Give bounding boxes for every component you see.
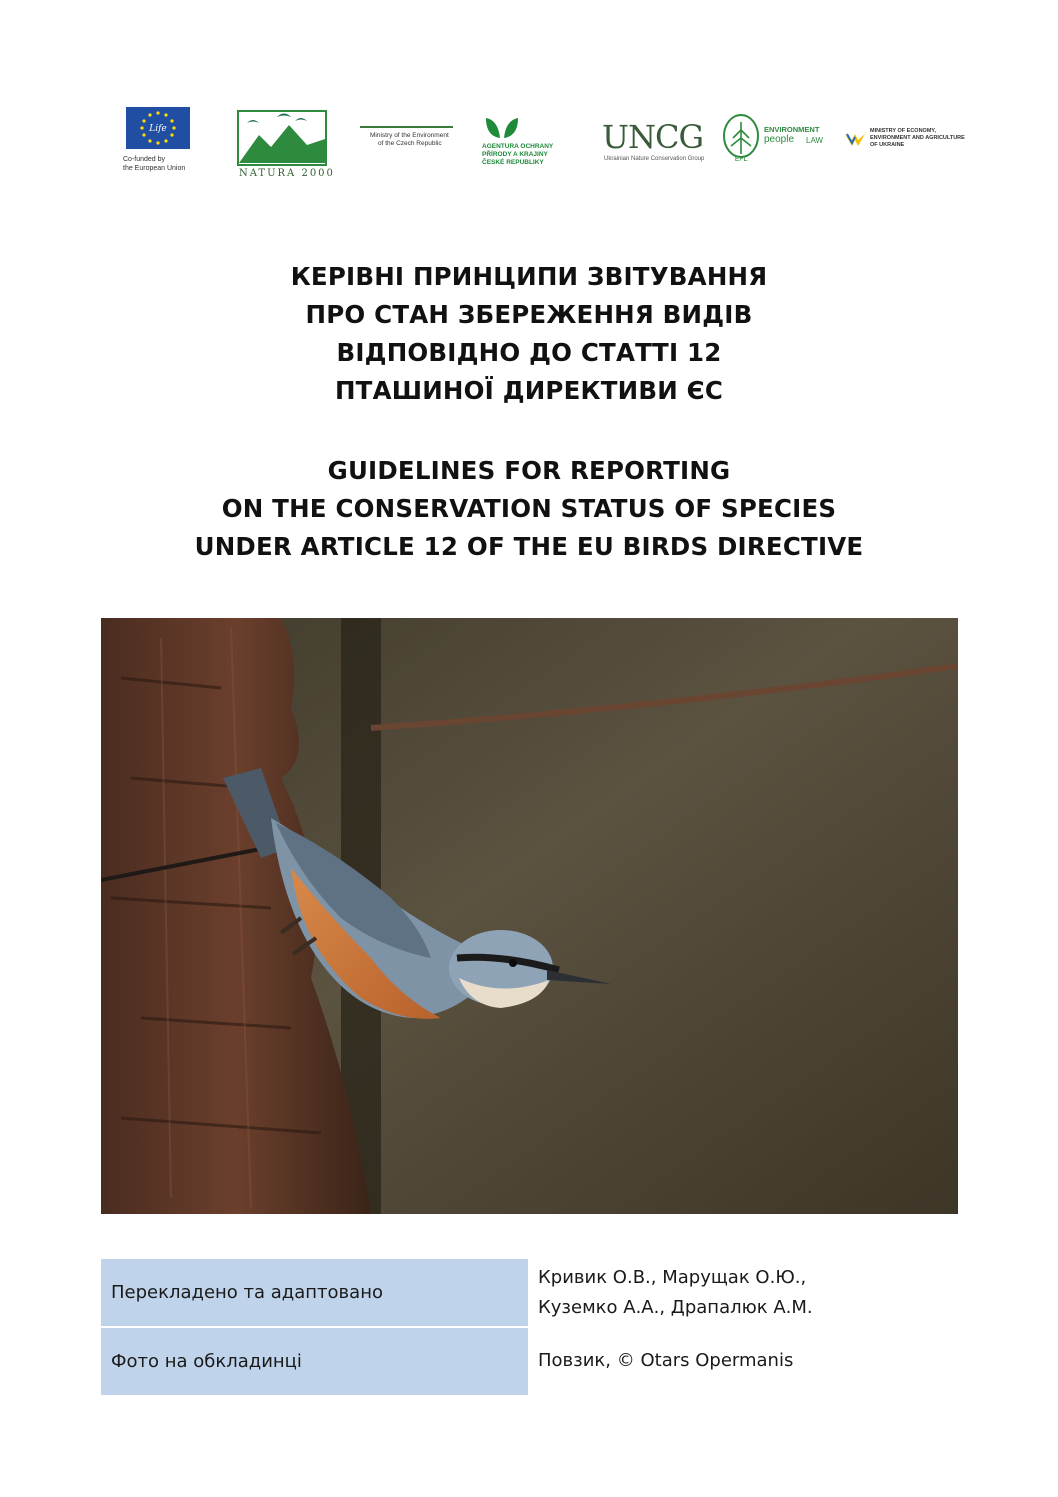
eu-caption-1: Co-funded by bbox=[123, 156, 166, 163]
credits-row-translation bbox=[101, 1259, 958, 1327]
agency-line-1: AGENTURA OCHRANY bbox=[482, 143, 554, 150]
czech-ministry-line-2: of the Czech Republic bbox=[378, 140, 442, 147]
title-en-line-2: ON THE CONSERVATION STATUS OF SPECIES bbox=[221, 494, 837, 523]
credits-table bbox=[101, 1259, 958, 1395]
credit-value-line-1: Кривик О.В., Марущак О.Ю., bbox=[538, 1267, 807, 1288]
credit-value bbox=[528, 1327, 958, 1395]
credit-value-line-2: Куземко А.А., Драпалюк А.М. bbox=[538, 1297, 813, 1318]
title-en-line-3: UNDER ARTICLE 12 OF THE EU BIRDS DIRECTIVE bbox=[194, 532, 864, 561]
epl-badge-text: EPL bbox=[734, 155, 748, 163]
title-en-line-1: GUIDELINES FOR REPORTING bbox=[327, 456, 731, 485]
credit-label: Фото на обкладинці bbox=[101, 1327, 528, 1395]
ukraine-ministry-logo bbox=[844, 128, 965, 158]
title-ukrainian bbox=[100, 258, 958, 410]
ua-ministry-line-1: MINISTRY OF ECONOMY, bbox=[870, 128, 937, 134]
eu-life-logo bbox=[120, 107, 195, 177]
epl-logo bbox=[722, 114, 834, 170]
ua-ministry-line-2: ENVIRONMENT AND AGRICULTURE bbox=[870, 135, 965, 141]
uncg-subtitle: Ukrainian Nature Conservation Group bbox=[604, 156, 705, 162]
agency-line-3: ČESKÉ REPUBLIKY bbox=[482, 159, 544, 166]
ministry-mark-icon bbox=[844, 130, 866, 148]
ua-ministry-line-3: OF UKRAINE bbox=[870, 142, 905, 148]
cover-photo-nuthatch bbox=[101, 618, 958, 1214]
credits-row-photo bbox=[101, 1327, 958, 1395]
credit-value-line-1: Повзик, © Otars Opermanis bbox=[538, 1350, 794, 1371]
title-ua-line-4: ПТАШИНОЇ ДИРЕКТИВИ ЄС bbox=[334, 376, 724, 405]
title-ua-line-3: ВІДПОВІДНО ДО СТАТТІ 12 bbox=[336, 338, 722, 367]
czech-ministry-logo bbox=[360, 124, 455, 154]
title-ua-line-2: ПРО СТАН ЗБЕРЕЖЕННЯ ВИДІВ bbox=[305, 300, 753, 329]
natura-2000-logo bbox=[237, 105, 335, 183]
tree-icon bbox=[722, 114, 760, 164]
nature-agency-logo bbox=[480, 114, 570, 174]
title-english bbox=[100, 452, 958, 566]
czech-ministry-line-1: Ministry of the Environment bbox=[370, 132, 449, 139]
credit-label: Перекладено та адаптовано bbox=[101, 1259, 528, 1327]
epl-line-3: LAW bbox=[806, 136, 824, 145]
uncg-logo bbox=[602, 118, 707, 168]
agency-line-2: PŘÍRODY A KRAJINY bbox=[482, 151, 548, 158]
title-ua-line-1: КЕРІВНІ ПРИНЦИПИ ЗВІТУВАННЯ bbox=[290, 262, 768, 291]
eu-life-wordmark: Life bbox=[149, 124, 167, 134]
natura-caption: NATURA 2000 bbox=[239, 168, 335, 179]
epl-line-1: ENVIRONMENT bbox=[764, 125, 820, 134]
czech-ministry-rule bbox=[360, 126, 453, 128]
partner-logos bbox=[120, 100, 965, 185]
uncg-wordmark: UNCG bbox=[602, 118, 704, 156]
epl-line-2: people bbox=[764, 134, 795, 145]
leaf-icon bbox=[482, 114, 522, 144]
eu-caption-2: the European Union bbox=[123, 165, 186, 172]
credit-value bbox=[528, 1259, 958, 1327]
